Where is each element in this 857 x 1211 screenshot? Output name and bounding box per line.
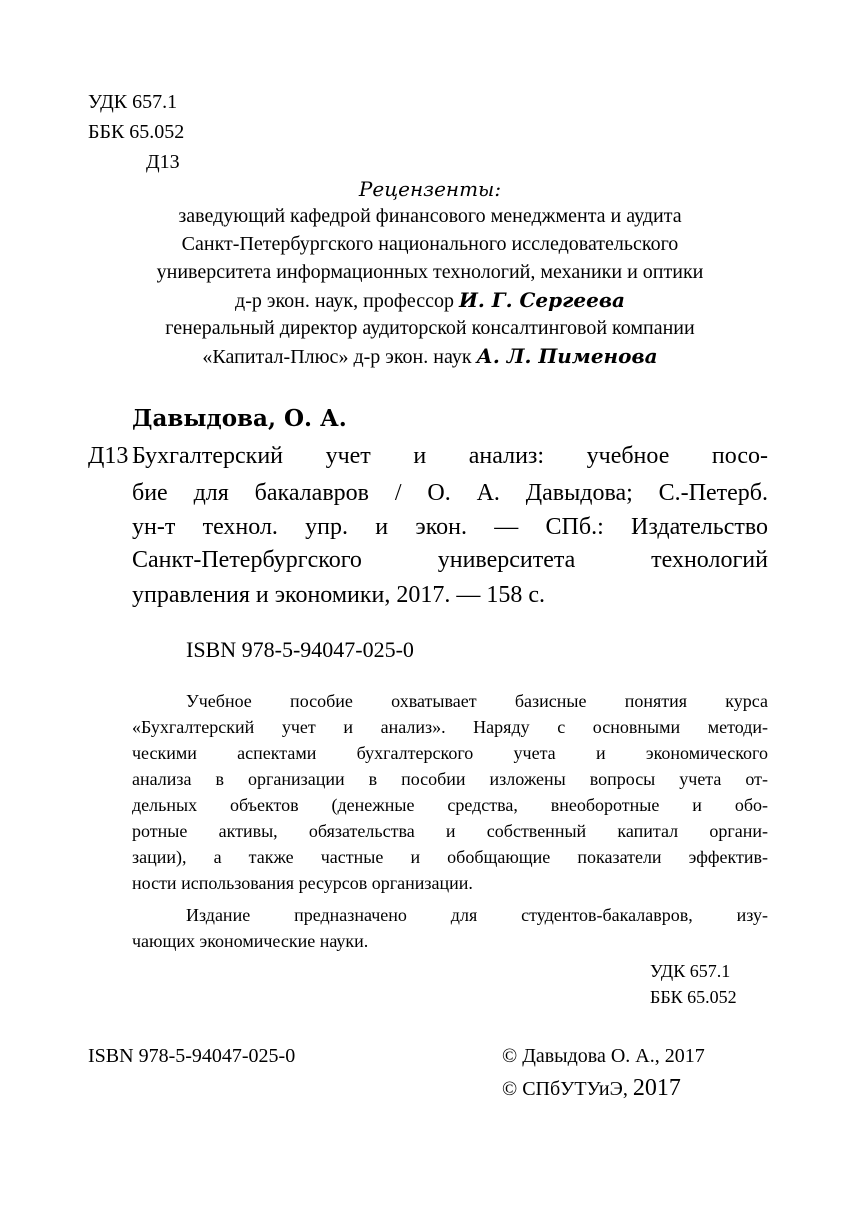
closing-udk: УДК 657.1 bbox=[650, 961, 731, 981]
reviewer1-degree: д-р экон. наук, профессор bbox=[235, 290, 459, 312]
copyright-author: © Давыдова О. А., 2017 bbox=[502, 1045, 705, 1067]
bib-line-3: ун-т технол. упр. и экон. — СПб.: Издательство bbox=[132, 514, 768, 540]
annotation-line-9: Издание предназначено для студентов-бакалавров, изу- bbox=[186, 905, 768, 925]
annotation-line-1: Учебное пособие охватывает базисные понятия курса bbox=[186, 691, 768, 711]
annotation-line-6: ротные активы, обязательства и собственный капитал органи- bbox=[132, 821, 768, 841]
bib-line-5: управления и экономики, 2017. — 158 с. bbox=[132, 582, 546, 608]
reviewer2-line1: генеральный директор аудиторской консалтинговой компании bbox=[165, 317, 695, 339]
reviewers-title: Рецензенты: bbox=[358, 177, 502, 201]
copyright-publisher-name: © СПбУТУиЭ, bbox=[502, 1078, 633, 1100]
footer-isbn: ISBN 978-5-94047-025-0 bbox=[88, 1045, 296, 1067]
closing-bbk: ББК 65.052 bbox=[650, 987, 737, 1007]
reviewer1-line2: Санкт-Петербургского национального исследовательского bbox=[181, 233, 679, 255]
copyright-publisher-year: 2017 bbox=[632, 1075, 681, 1101]
reviewer1-line4 bbox=[60, 288, 800, 313]
reviewer2-line2 bbox=[60, 344, 800, 369]
udk-code: УДК 657.1 bbox=[88, 91, 178, 113]
reviewer2-company: «Капитал-Плюс» д-р экон. наук bbox=[202, 346, 477, 368]
reviewer2-name: А. Л. Пименова bbox=[476, 344, 658, 368]
annotation-line-7: зации), а также частные и обобщающие показатели эффектив- bbox=[132, 847, 768, 867]
isbn-main: ISBN 978-5-94047-025-0 bbox=[186, 637, 414, 662]
copyright-publisher bbox=[502, 1074, 681, 1102]
reviewer1-name: И. Г. Сергеева bbox=[458, 288, 625, 312]
annotation-line-5: дельных объектов (денежные средства, внеоборотные и обо- bbox=[132, 795, 768, 815]
reviewer1-line3: университета информационных технологий, механики и оптики bbox=[156, 261, 704, 283]
annotation-line-4: анализа в организации в пособии изложены вопросы учета от- bbox=[132, 769, 768, 789]
reviewer1-line1: заведующий кафедрой финансового менеджмента и аудита bbox=[178, 205, 682, 227]
bib-line-4: Санкт-Петербургского университета технологий bbox=[132, 547, 768, 573]
annotation-line-8: ности использования ресурсов организации. bbox=[132, 873, 473, 893]
bbk-code: ББК 65.052 bbox=[88, 121, 185, 143]
annotation-line-2: «Бухгалтерский учет и анализ». Наряду с основными методи- bbox=[132, 717, 768, 737]
bib-line-2: бие для бакалавров / О. А. Давыдова; С.-Петерб. bbox=[132, 480, 768, 506]
author-mark: Д13 bbox=[146, 151, 180, 173]
book-author: Давыдова, О. А. bbox=[132, 405, 347, 432]
annotation-line-3: ческими аспектами бухгалтерского учета и экономического bbox=[132, 743, 768, 763]
annotation-line-10: чающих экономические науки. bbox=[132, 931, 369, 951]
bib-mark: Д13 bbox=[88, 443, 129, 469]
bib-line-1: Бухгалтерский учет и анализ: учебное посо- bbox=[132, 443, 768, 469]
